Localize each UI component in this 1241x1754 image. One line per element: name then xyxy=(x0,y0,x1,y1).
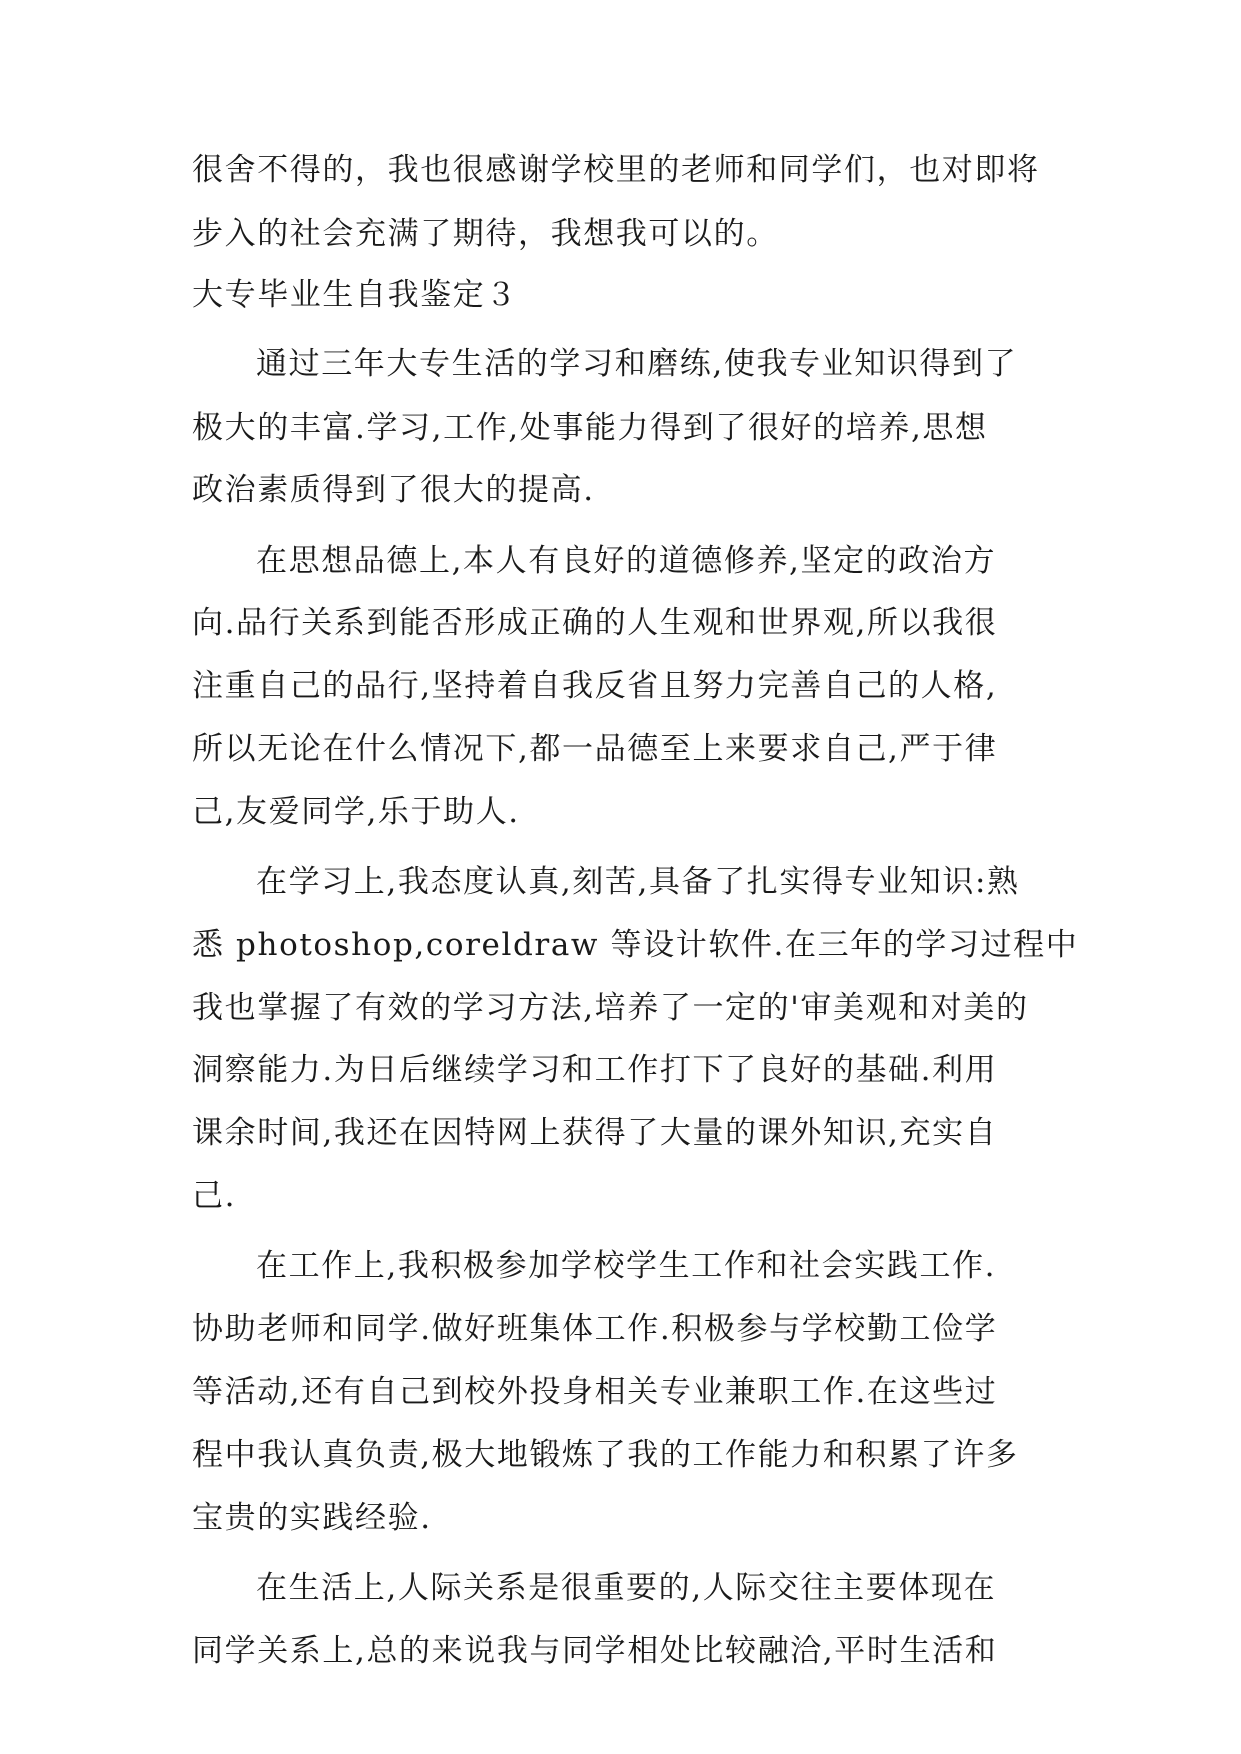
text-line: 注重自己的品行,坚持着自我反省且努力完善自己的人格, xyxy=(192,668,998,704)
text-line: 宝贵的实践经验. xyxy=(192,1500,432,1536)
section-heading: 大专毕业生自我鉴定３ xyxy=(192,277,518,313)
text-line: 在学习上,我态度认真,刻苦,具备了扎实得专业知识:熟 xyxy=(256,864,1020,900)
text-line: 在生活上,人际关系是很重要的,人际交往主要体现在 xyxy=(256,1570,997,1606)
text-line: 所以无论在什么情况下,都一品德至上来要求自己,严于律 xyxy=(192,731,998,767)
text-line: 课余时间,我还在因特网上获得了大量的课外知识,充实自 xyxy=(192,1115,998,1151)
text-line: 在思想品德上,本人有良好的道德修养,坚定的政治方 xyxy=(256,543,997,579)
text-line: 同学关系上,总的来说我与同学相处比较融洽,平时生活和 xyxy=(192,1633,998,1669)
text-line: 己,友爱同学,乐于助人. xyxy=(192,794,520,830)
text-line: 等活动,还有自己到校外投身相关专业兼职工作.在这些过 xyxy=(192,1374,998,1410)
text-line: 在工作上,我积极参加学校学生工作和社会实践工作. xyxy=(256,1248,997,1284)
text-line: 程中我认真负责,极大地锻炼了我的工作能力和积累了许多 xyxy=(192,1437,1019,1473)
text-line: 协助老师和同学.做好班集体工作.积极参与学校勤工俭学 xyxy=(192,1311,998,1347)
text-line: 向.品行关系到能否形成正确的人生观和世界观,所以我很 xyxy=(192,605,998,641)
text-line: 己. xyxy=(192,1178,237,1214)
text-line: 洞察能力.为日后继续学习和工作打下了良好的基础.利用 xyxy=(192,1052,998,1088)
text-line: 政治素质得到了很大的提高. xyxy=(192,472,595,508)
text-line: 我也掌握了有效的学习方法,培养了一定的'审美观和对美的 xyxy=(192,990,1029,1026)
text-line: 很舍不得的，我也很感谢学校里的老师和同学们，也对即将 xyxy=(192,152,1040,188)
text-line: 极大的丰富.学习,工作,处事能力得到了很好的培养,思想 xyxy=(192,410,988,446)
text-line: 通过三年大专生活的学习和磨练,使我专业知识得到了 xyxy=(256,346,1018,382)
text-line: 悉 photoshop,coreldraw 等设计软件.在三年的学习过程中 xyxy=(192,927,1079,963)
text-line: 步入的社会充满了期待，我想我可以的。 xyxy=(192,216,779,252)
